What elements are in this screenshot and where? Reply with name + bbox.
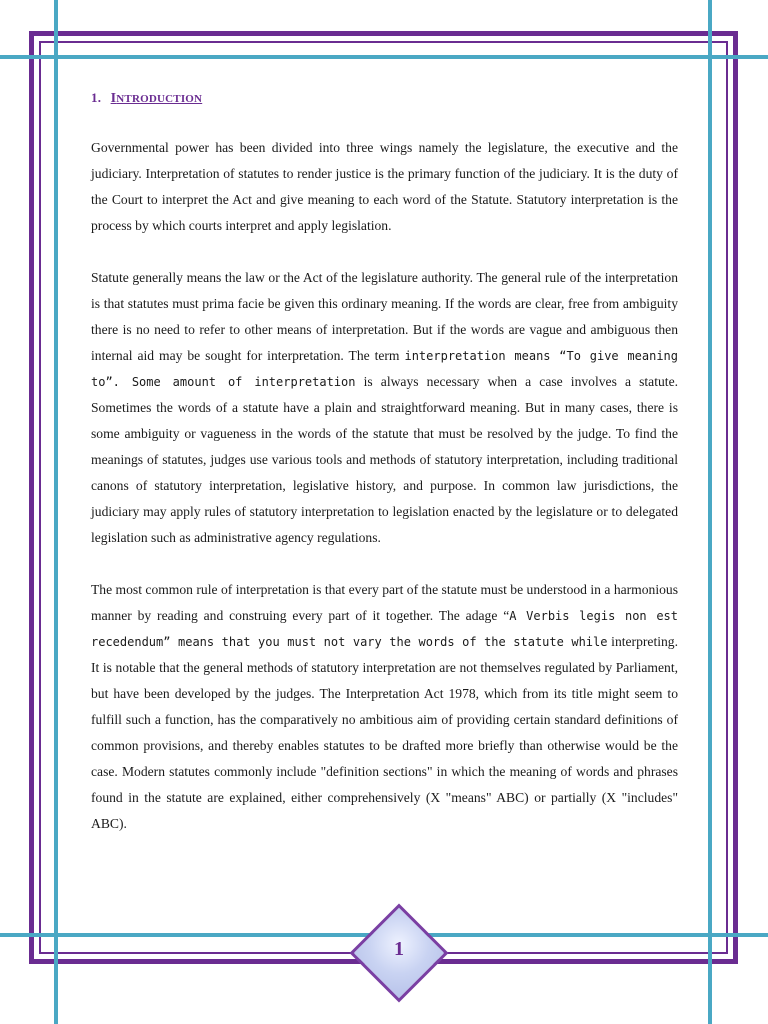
decorative-line-left bbox=[54, 0, 58, 1024]
latin-maxim: A Verbis legis non est recedendum” means that you must not vary the words of the statute while bbox=[91, 609, 678, 649]
paragraph-1: Governmental power has been divided into three wings namely the legislature, the executive and the judiciary. Interpretation of statutes to render justice is the primary function of the judiciary. It is the duty of the Court to interpret the Act and give meaning to each word of the Statute. Statutory interpretation is the process by which courts interpret and apply legislation. bbox=[91, 140, 678, 233]
section-title: INTRODUCTION bbox=[110, 91, 203, 106]
decorative-line-right bbox=[708, 0, 712, 1024]
decorative-line-top bbox=[0, 55, 768, 59]
quoted-term: interpretation means “To give meaning to”. Some amount of interpretation bbox=[91, 349, 678, 389]
document-body bbox=[91, 90, 678, 863]
section-heading bbox=[91, 90, 678, 107]
paragraph-3: The most common rule of interpretation is that every part of the statute must be understood in a harmonious manner by reading and construing every part of it together. The adage “A Verbis legis non est recedendum” means that you must not vary the words of the statute while interpreting. It is notable that the general methods of statutory interpretation are not themselves regulated by Parliament, but have been developed by the judges. The Interpretation Act 1978, which from its title might seem to fulfill such a function, has the comparatively no ambitious aim of providing certain standard definitions of common provisions, and thereby enables statutes to be drafted more briefly than otherwise would be the case. Modern statutes commonly include "definition sections" in which the meaning of words and phrases found in the statute are explained, either comprehensively (X "means" ABC) or partially (X "includes" ABC). bbox=[91, 582, 678, 831]
page-number: 1 bbox=[394, 938, 404, 960]
paragraph-2: Statute generally means the law or the Act of the legislature authority. The general rule of the interpretation is that statutes must prima facie be given this ordinary meaning. If the words are clear, free from ambiguity there is no need to refer to other means of interpretation. But if the words are vague and ambiguous then internal aid may be sought for interpretation. The term interpretation means “To give meaning to”. Some amount of interpretation is always necessary when a case involves a statute. Sometimes the words of a statute have a plain and straightforward meaning. But in many cases, there is some ambiguity or vagueness in the words of the statute that must be resolved by the judge. To find the meanings of statutes, judges use various tools and methods of statutory interpretation, including traditional canons of statutory interpretation, legislative history, and purpose. In common law jurisdictions, the judiciary may apply rules of statutory interpretation to legislation enacted by the legislature or to delegated legislation such as administrative agency regulations. bbox=[91, 270, 679, 545]
section-number: 1. bbox=[91, 90, 102, 105]
